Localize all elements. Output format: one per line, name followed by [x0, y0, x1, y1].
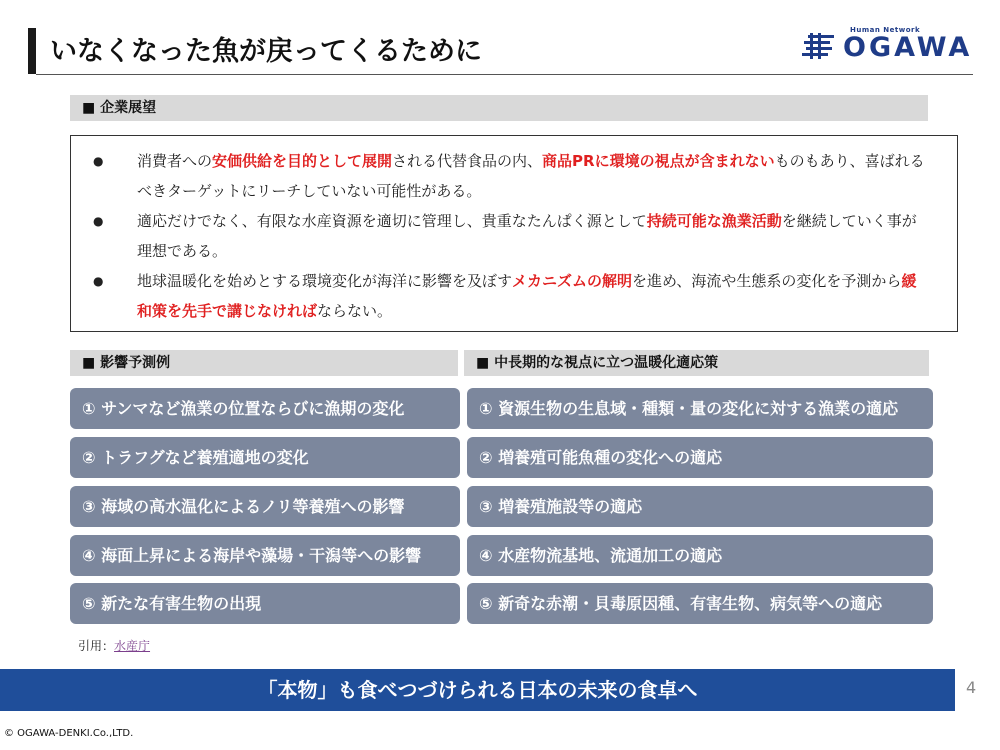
bullet-dot-icon: ● [93, 154, 104, 168]
measure-item: ④ 水産物流基地、流通加工の適応 [467, 535, 933, 576]
bullet-dot-icon: ● [93, 214, 104, 228]
impacts-heading: ■ 影響予測例 [70, 350, 458, 376]
measure-item: ① 資源生物の生息域・種類・量の変化に対する漁業の適応 [467, 388, 933, 429]
source-link[interactable]: 水産庁 [114, 639, 151, 653]
logo-mark-icon [800, 33, 836, 59]
impact-item: ⑤ 新たな有害生物の出現 [70, 583, 460, 624]
source-label: 引用： [78, 639, 115, 653]
impact-item: ② トラフグなど養殖適地の変化 [70, 437, 460, 478]
source-citation [78, 637, 150, 654]
outlook-bullet-text: 消費者への安価供給を目的として展開される代替食品の内、商品PRに環境の視点が含まれないものもあり、喜ばれるべきターゲットにリーチしていない可能性がある。 [137, 152, 925, 200]
page-number: 4 [966, 678, 977, 697]
title-divider [36, 74, 973, 75]
logo-wordmark: OGAWA [843, 32, 973, 63]
outlook-bullet-text: 適応だけでなく、有限な水産資源を適切に管理し、貴重なたんぱく源として持続可能な漁業活動を継続していく事が理想である。 [137, 212, 917, 260]
measure-item: ⑤ 新奇な赤潮・貝毒原因種、有害生物、病気等への適応 [467, 583, 933, 624]
title-accent-bar [28, 28, 36, 74]
measure-item: ② 増養殖可能魚種の変化への適応 [467, 437, 933, 478]
impact-item: ③ 海域の高水温化によるノリ等養殖への影響 [70, 486, 460, 527]
slogan-banner: 「本物」も食べつづけられる日本の未来の食卓へ [0, 669, 955, 711]
bullet-dot-icon: ● [93, 274, 104, 288]
outlook-bullet-text: 地球温暖化を始めとする環境変化が海洋に影響を及ぼすメカニズムの解明を進め、海流や生態系の変化を予測から緩和策を先手で講じなければならない。 [137, 272, 917, 320]
logo-tagline: Human Network [850, 26, 921, 34]
impact-item: ① サンマなど漁業の位置ならびに漁期の変化 [70, 388, 460, 429]
company-logo [800, 24, 975, 66]
copyright-notice: © OGAWA-DENKI.Co.,LTD. [4, 728, 134, 739]
measures-heading: ■ 中長期的な視点に立つ温暖化適応策 [464, 350, 929, 376]
measure-item: ③ 増養殖施設等の適応 [467, 486, 933, 527]
outlook-heading: ■ 企業展望 [70, 95, 928, 121]
outlook-box [70, 135, 958, 332]
page-title: いなくなった魚が戻ってくるために [50, 36, 482, 67]
impact-item: ④ 海面上昇による海岸や藻場・干潟等への影響 [70, 535, 460, 576]
